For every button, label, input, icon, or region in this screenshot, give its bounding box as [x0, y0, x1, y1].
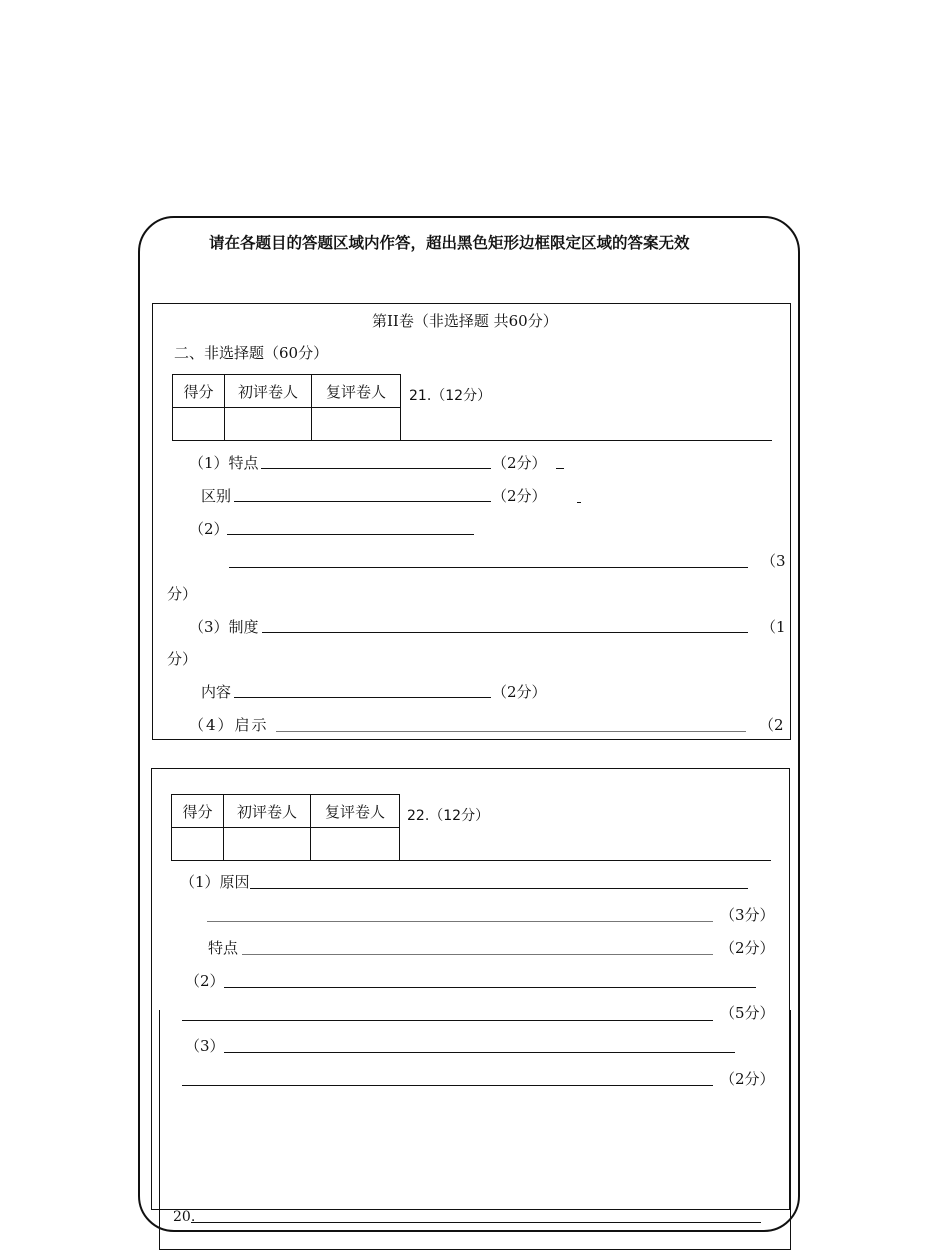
q22-1-reason-answer-line-2[interactable] — [207, 921, 713, 922]
score-header: 得分 — [173, 375, 225, 408]
question-21-rule — [400, 440, 772, 441]
q22-2-answer-line-1[interactable] — [224, 987, 756, 988]
q21-2-answer-line-2[interactable] — [229, 567, 748, 568]
question-22-rule — [399, 860, 771, 861]
q21-4-answer-line[interactable] — [276, 731, 746, 732]
question-21-label: 21.（12分） — [409, 388, 492, 404]
q21-1-feature-label: （1）特点 — [189, 454, 259, 472]
q21-3-system-answer-line[interactable] — [262, 632, 748, 633]
volume-title: 第II卷（非选择题 共60分） — [372, 312, 558, 330]
q21-2-score-a: （3 — [761, 552, 786, 570]
q22-1-feature-score: （2分） — [720, 939, 775, 957]
q21-3-content-label: 内容 — [201, 683, 232, 701]
question-20-label: 20. — [173, 1209, 196, 1225]
q22-1-reason-answer-line-1[interactable] — [250, 888, 748, 889]
q22-3-label: （3） — [185, 1037, 225, 1055]
q21-3-system-label: （3）制度 — [189, 618, 259, 636]
q21-1-diff-tail-line — [577, 502, 581, 503]
question-20-answer-line[interactable] — [191, 1222, 761, 1223]
q21-3-system-score-b: 分） — [167, 650, 198, 668]
q21-1-diff-label: 区别 — [201, 487, 232, 505]
second-reviewer-cell[interactable] — [312, 408, 401, 441]
first-reviewer-header: 初评卷人 — [224, 795, 311, 828]
question-20-box — [159, 1010, 791, 1250]
score-table-21 — [172, 374, 401, 441]
score-cell[interactable] — [172, 828, 224, 861]
q21-1-diff-score: （2分） — [492, 487, 547, 505]
second-reviewer-header: 复评卷人 — [311, 795, 400, 828]
answer-notice: 请在各题目的答题区域内作答，超出黑色矩形边框限定区域的答案无效 — [209, 234, 690, 252]
q21-2-label: （2） — [189, 520, 229, 538]
q21-2-score-b: 分） — [167, 585, 198, 603]
q21-1-feature-score: （2分） — [492, 454, 547, 472]
q21-3-system-score-a: （1 — [761, 618, 786, 636]
q21-1-feature-answer-line[interactable] — [261, 468, 491, 469]
question-21-box — [152, 303, 791, 740]
q22-1-feature-answer-line[interactable] — [242, 954, 713, 955]
q21-1-diff-answer-line[interactable] — [234, 501, 491, 502]
question-22-label: 22.（12分） — [407, 808, 490, 824]
q22-3-score: （2分） — [720, 1070, 775, 1088]
first-reviewer-header: 初评卷人 — [225, 375, 312, 408]
part-title: 二、非选择题（60分） — [174, 344, 329, 362]
first-reviewer-cell[interactable] — [224, 828, 311, 861]
q22-2-score: （5分） — [720, 1004, 775, 1022]
q21-3-content-score: （2分） — [492, 683, 547, 701]
q22-2-label: （2） — [185, 972, 225, 990]
q21-1-feature-tail-line — [556, 468, 564, 469]
score-table-22 — [171, 794, 400, 861]
first-reviewer-cell[interactable] — [225, 408, 312, 441]
score-header: 得分 — [172, 795, 224, 828]
q21-4-label: （4）启示 — [189, 716, 269, 734]
q21-4-score: （2 — [759, 716, 784, 734]
second-reviewer-header: 复评卷人 — [312, 375, 401, 408]
q22-1-feature-label: 特点 — [208, 939, 239, 957]
score-cell[interactable] — [173, 408, 225, 441]
q22-1-reason-score: （3分） — [720, 906, 775, 924]
q22-1-reason-label: （1）原因 — [180, 873, 250, 891]
second-reviewer-cell[interactable] — [311, 828, 400, 861]
q21-2-answer-line-1[interactable] — [227, 534, 474, 535]
q21-3-content-answer-line[interactable] — [234, 697, 491, 698]
